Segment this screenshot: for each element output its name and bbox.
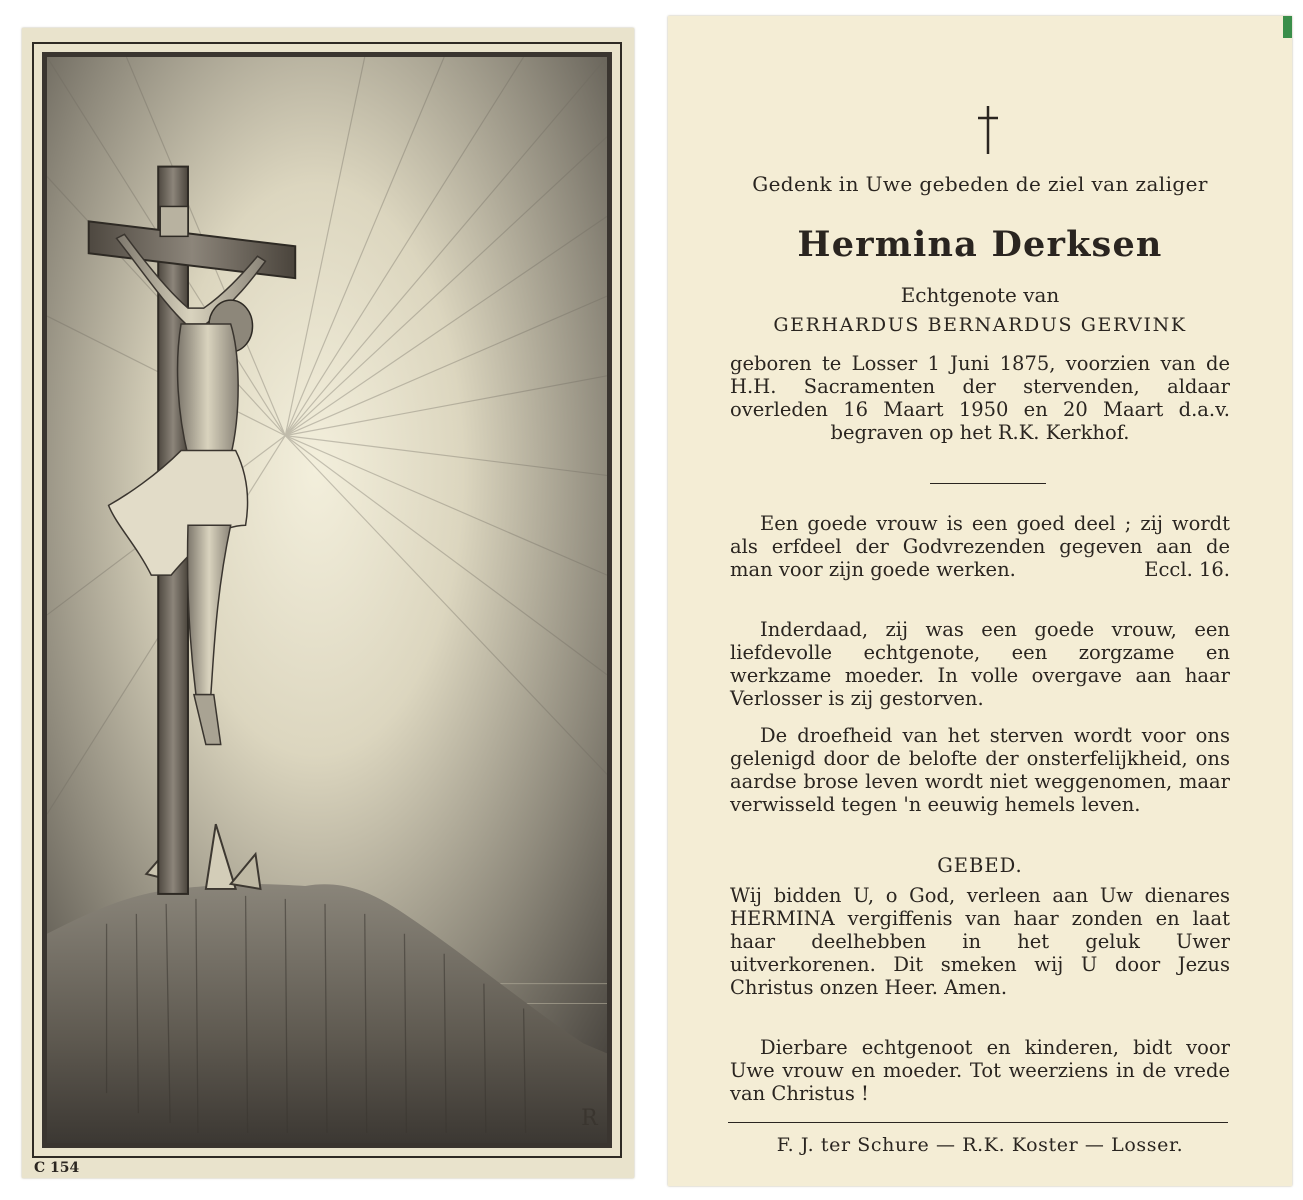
catalog-number: C 154	[34, 1160, 80, 1176]
spouse-name: GERHARDUS BERNARDUS GERVINK	[773, 314, 1187, 336]
prayer-text: Wij bidden U, o God, verleen aan Uw dienares HERMINA vergiffenis van haar zonden en laat haar deelhebben in het geluk Uwer uitverkorenen. Dit smeken wij U door Jezus Christus onzen Heer. Amen.	[730, 884, 1230, 999]
verse-text: Een goede vrouw is een goed deel ; zij wordt als erfdeel der Godvrezenden gegeven aan de man voor zijn goede werken.	[730, 512, 1230, 581]
crucifix-on-hill-illustration	[47, 57, 607, 1143]
divider-short	[930, 483, 1046, 484]
verse-citation: Eccl. 16.	[1144, 558, 1230, 581]
life-details: geboren te Losser 1 Juni 1875, voorzien van de H.H. Sacramenten der stervenden, aldaar overleden 16 Maart 1950 en 20 Maart d.a.v. begraven op het R.K. Kerkhof.	[730, 352, 1230, 444]
memorial-text-card	[668, 16, 1292, 1186]
image-inner-frame	[42, 52, 612, 1148]
prayer-heading: GEBED.	[937, 854, 1023, 877]
inri-plaque	[160, 206, 188, 236]
image-frame	[32, 42, 622, 1158]
latin-cross-icon	[976, 104, 1000, 156]
intro-text: Gedenk in Uwe gebeden de ziel van zaliger	[752, 172, 1208, 196]
divider-long	[728, 1122, 1228, 1123]
spouse-label: Echtgenote van	[900, 283, 1060, 307]
devotional-image-card	[22, 28, 634, 1178]
green-edge-mark	[1283, 16, 1292, 38]
artist-monogram: R	[581, 1106, 598, 1132]
tribute-paragraph: Inderdaad, zij was een goede vrouw, een liefdevolle echtgenote, een zorgzame en werkzame moeder. In volle overgave aan haar Verlosser is zij gestorven.	[730, 618, 1230, 710]
verse-paragraph	[730, 512, 1230, 581]
closing-text: Dierbare echtgenoot en kinderen, bidt voor Uwe vrouw en moeder. Tot weerziens in de vrede van Christus !	[730, 1036, 1230, 1105]
consolation-paragraph: De droefheid van het sterven wordt voor ons gelenigd door de belofte der onsterfelijkheid, ons aardse brose leven wordt niet weggenomen, maar verwisseld tegen 'n eeuwig hemels leven.	[730, 724, 1230, 816]
deceased-name: Hermina Derksen	[797, 224, 1163, 265]
printer-footer: F. J. ter Schure — R.K. Koster — Losser.	[776, 1134, 1184, 1156]
